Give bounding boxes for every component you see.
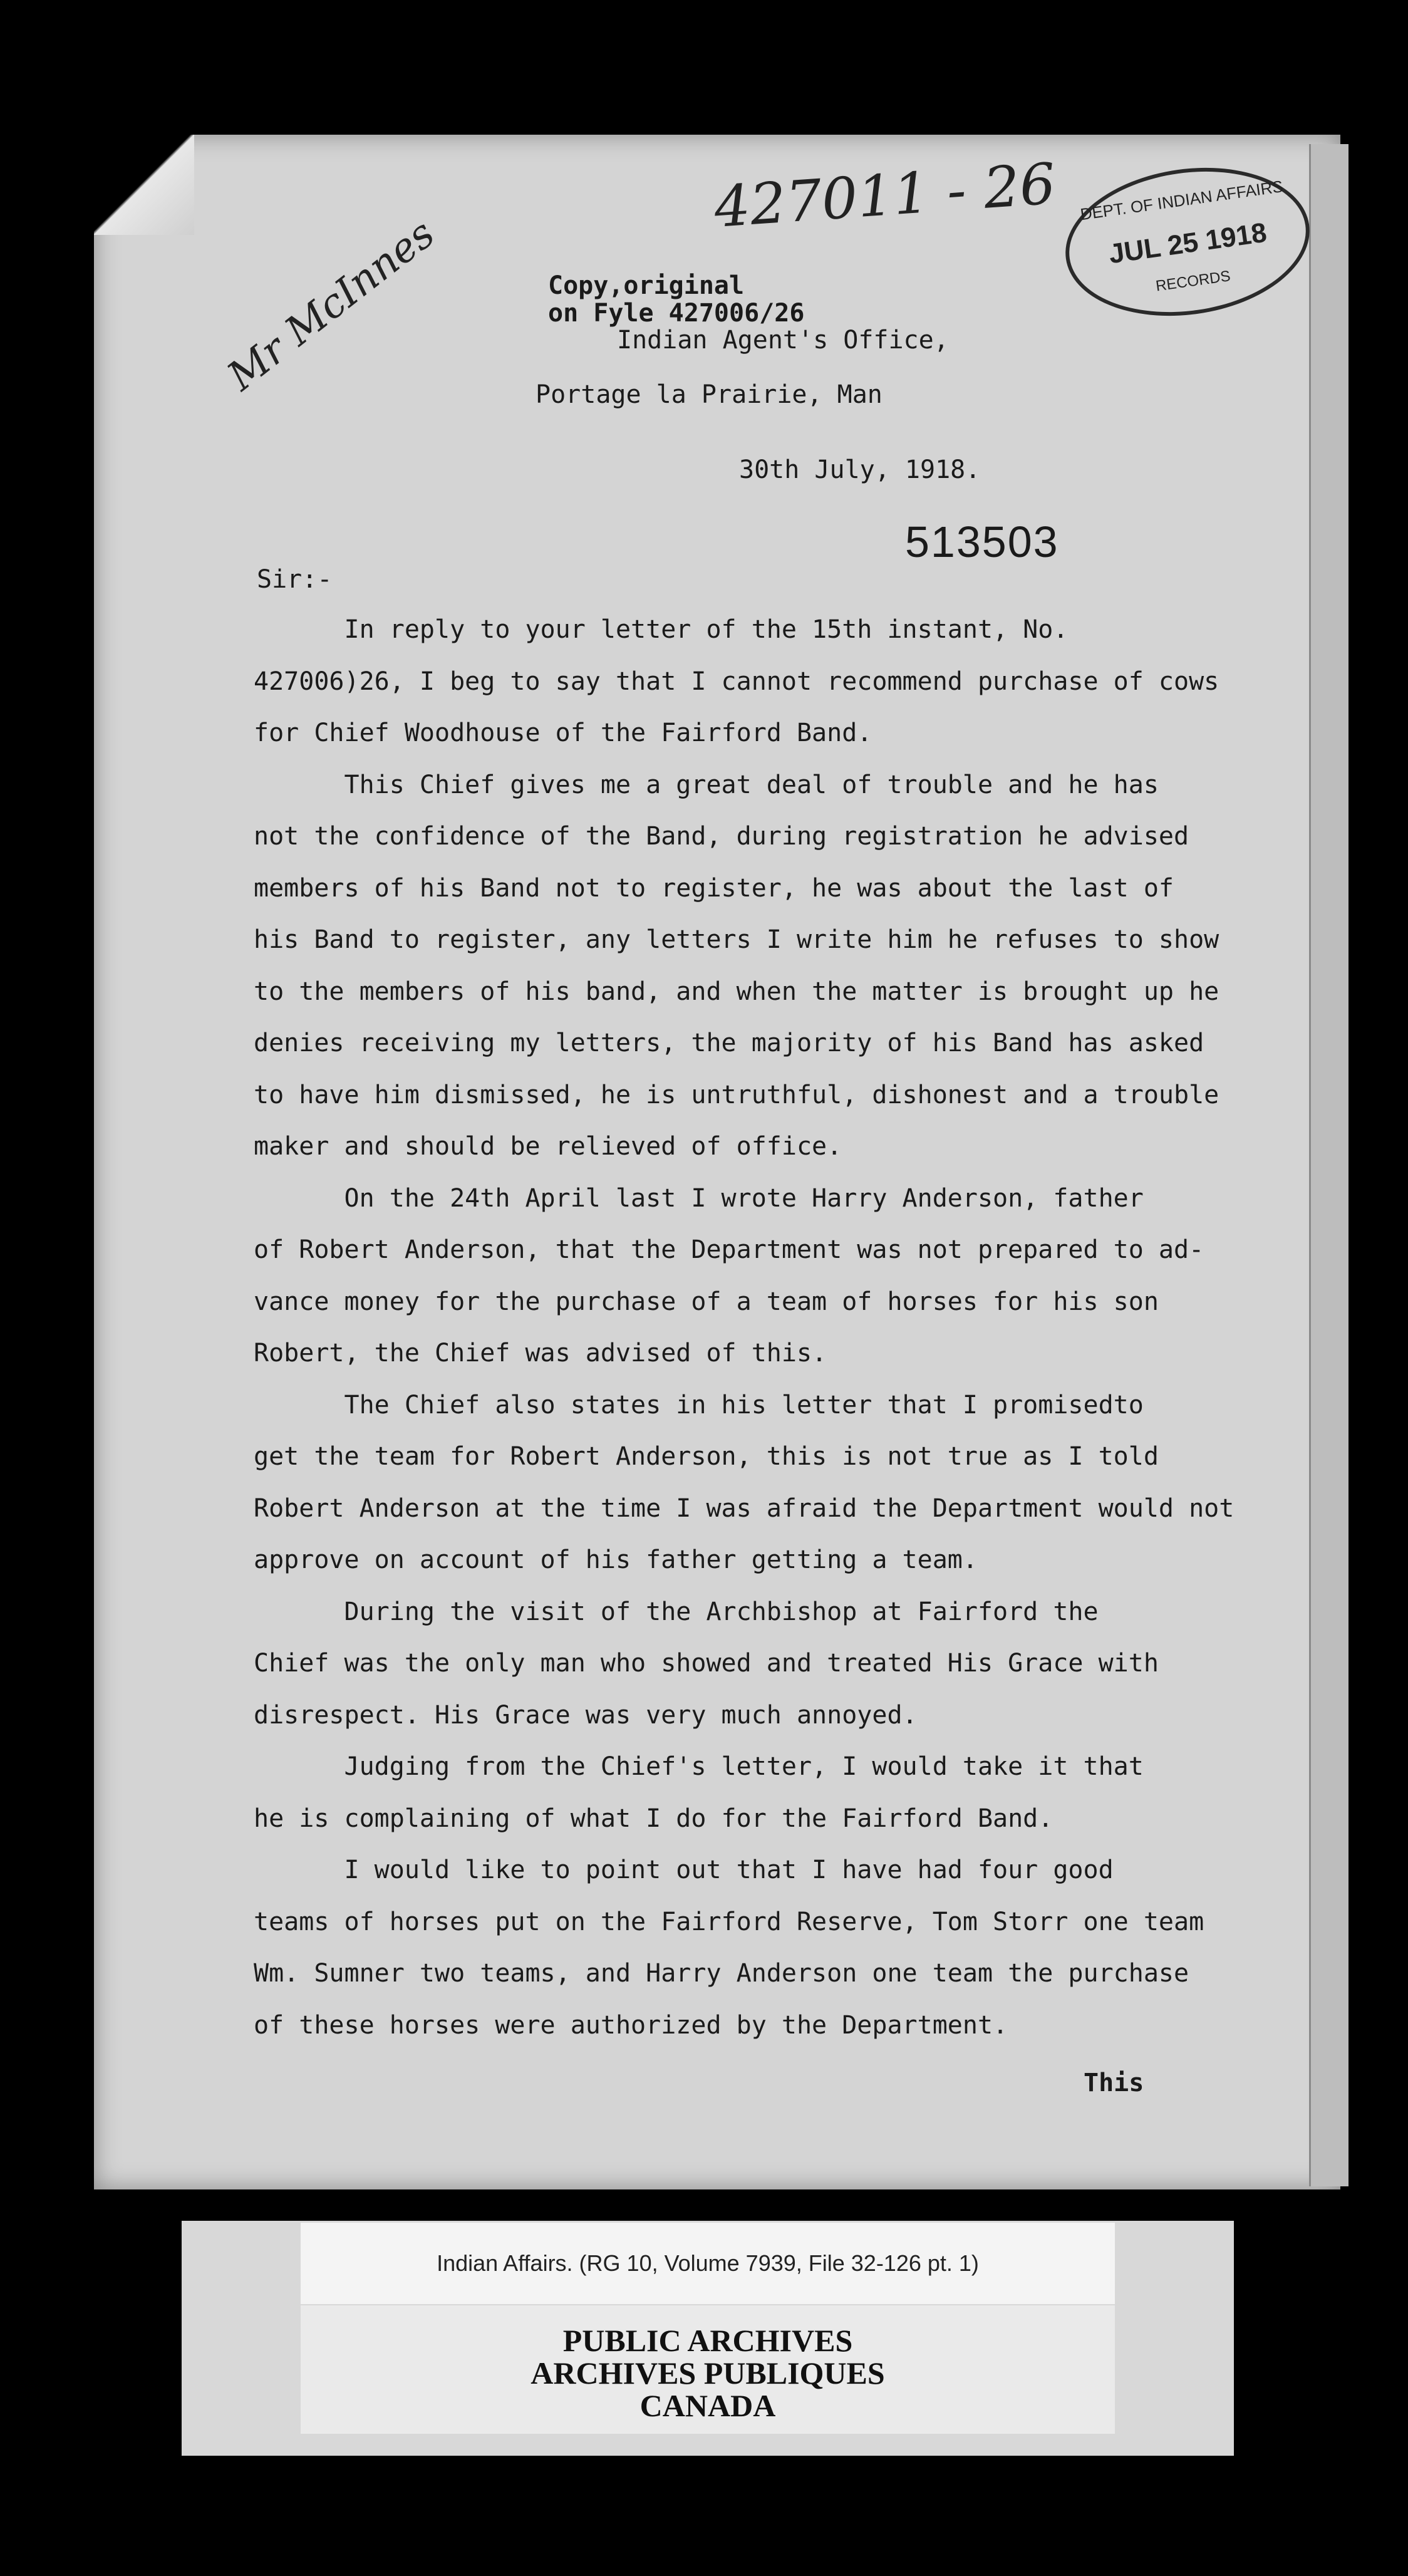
stamp-date: JUL 25 1918 — [1107, 217, 1269, 270]
body-line: Wm. Sumner two teams, and Harry Anderson one team the purchase — [254, 1959, 1189, 1988]
body-line: disrespect. His Grace was very much annoyed. — [254, 1700, 918, 1730]
archive-caption: Indian Affairs. (RG 10, Volume 7939, File 32-126 pt. 1) — [301, 2223, 1115, 2304]
handwritten-file-number: 427011 - 26 — [712, 151, 1058, 241]
body-line: vance money for the purchase of a team of horses for his son — [254, 1287, 1159, 1316]
copy-line: Copy,original — [548, 271, 745, 300]
body-line: not the confidence of the Band, during registration he advised — [254, 822, 1189, 851]
body-line: maker and should be relieved of office. — [254, 1132, 842, 1161]
catchword: This — [1084, 2069, 1144, 2097]
body-line: he is complaining of what I do for the Fairford Band. — [254, 1804, 1053, 1833]
file-reference: on Fyle 427006/26 — [548, 299, 805, 328]
body-line: 427006)26, I beg to say that I cannot recommend purchase of cows — [254, 667, 1219, 696]
body-line: to the members of his band, and when the matter is brought up he — [254, 977, 1219, 1006]
body-line: Chief was the only man who showed and treated His Grace with — [254, 1649, 1159, 1678]
archive-stamp — [301, 2305, 1115, 2434]
body-line: get the team for Robert Anderson, this is not true as I told — [254, 1442, 1159, 1471]
handwritten-marginal-note: Mr McInnes — [219, 210, 443, 400]
body-line: In reply to your letter of the 15th instant, No. — [254, 615, 1069, 644]
archive-line-country: CANADA — [639, 2388, 776, 2423]
body-line: On the 24th April last I wrote Harry Anderson, father — [254, 1183, 1144, 1213]
letter-date: 30th July, 1918. — [739, 455, 981, 484]
archive-line-english: PUBLIC ARCHIVES — [562, 2323, 853, 2358]
body-line: to have him dismissed, he is untruthful, dishonest and a trouble — [254, 1080, 1219, 1109]
page-edge — [1309, 144, 1348, 2186]
body-line: of these horses were authorized by the Department. — [254, 2010, 1008, 2040]
place-line: Portage la Prairie, Man — [536, 380, 883, 409]
stamp-records: RECORDS — [1154, 267, 1232, 295]
archive-line-french: ARCHIVES PUBLIQUES — [531, 2355, 885, 2391]
body-line: for Chief Woodhouse of the Fairford Band. — [254, 719, 872, 747]
body-line: I would like to point out that I have had four good — [254, 1856, 1114, 1884]
body-line: approve on account of his father getting a team. — [254, 1545, 978, 1574]
folded-corner — [94, 135, 194, 235]
body-line: During the visit of the Archbishop at Fairford the — [254, 1597, 1099, 1626]
stamp-department: DEPT. OF INDIAN AFFAIRS — [1079, 177, 1285, 224]
body-line: Robert Anderson at the time I was afraid the Department would not — [254, 1493, 1235, 1523]
body-line: denies receiving my letters, the majority of his Band has asked — [254, 1029, 1204, 1057]
body-line: of Robert Anderson, that the Department was not prepared to ad- — [254, 1235, 1204, 1264]
salutation: Sir:- — [257, 565, 333, 594]
document-number: 513503 — [905, 517, 1059, 566]
body-line: Robert, the Chief was advised of this. — [254, 1339, 827, 1368]
body-line: Judging from the Chief's letter, I would take it that — [254, 1752, 1144, 1781]
body-line: This Chief gives me a great deal of trouble and he has — [254, 770, 1159, 799]
body-line: teams of horses put on the Fairford Reserve, Tom Storr one team — [254, 1907, 1204, 1936]
body-line: his Band to register, any letters I write him he refuses to show — [254, 925, 1219, 954]
office-line: Indian Agent's Office, — [617, 326, 949, 355]
body-line: The Chief also states in his letter that I promisedto — [254, 1390, 1144, 1420]
body-line: members of his Band not to register, he was about the last of — [254, 873, 1174, 903]
